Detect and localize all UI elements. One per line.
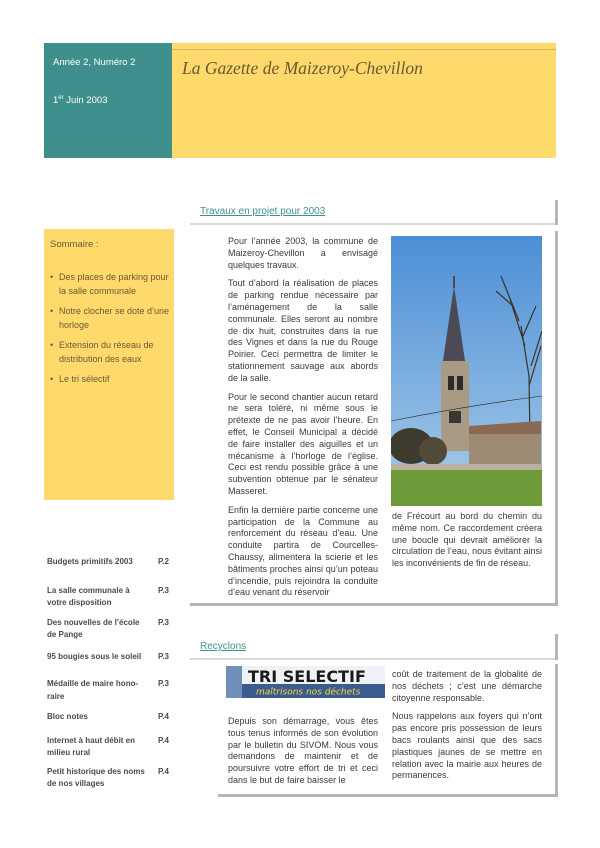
sommaire-box	[44, 229, 174, 500]
index-row[interactable]	[47, 617, 177, 642]
newsletter-title: La Gazette de Maizeroy-Chevillon	[182, 58, 423, 78]
recyclons-paragraph: Nous rappelons aux foyers qui n’ont pas encore pris possession de leurs bacs roulants ainsi que des sacs plastiques jaunes de se mettre en relation avec la mairie aux heures de permanences.	[392, 711, 542, 781]
recyclons-frame-side	[555, 664, 558, 797]
sommaire-item[interactable]	[50, 339, 172, 366]
bullet-icon: •	[50, 306, 54, 316]
index-label: Médaille de maire hono-raire	[47, 679, 139, 701]
index-page: P.4	[158, 712, 169, 721]
sommaire-item[interactable]	[50, 305, 172, 332]
sommaire-item-label: Le tri sélectif	[59, 374, 110, 384]
travaux-column-1	[228, 236, 378, 606]
index-label: Internet à haut débit en milieu rural	[47, 735, 136, 757]
sommaire-list	[50, 271, 172, 394]
bullet-icon: •	[50, 340, 54, 350]
index-row[interactable]	[47, 711, 177, 724]
index-page: P.2	[158, 557, 169, 566]
sommaire-item[interactable]	[50, 271, 172, 298]
issue-date-sup: er	[58, 95, 64, 101]
issue-date-day: 1	[53, 95, 59, 107]
recyclons-paragraph: coût de traitement de la globalité de nos déchets ; c’est une démarche citoyenne responsable.	[392, 669, 542, 703]
masthead-rule	[172, 49, 556, 50]
recyclons-column-1	[228, 716, 378, 794]
index-label: Petit historique des noms de nos villages	[47, 766, 145, 788]
travaux-heading: Travaux en projet pour 2003	[200, 206, 326, 217]
recyclons-frame-header-side	[555, 634, 558, 660]
church-illustration	[391, 236, 542, 506]
index-page: P.3	[158, 679, 169, 688]
sommaire-item-label: Notre clocher se dote d’une horloge	[59, 306, 170, 330]
index-label: La salle communale à votre disposition	[47, 585, 130, 607]
recyclons-column-2	[392, 669, 542, 789]
index-row[interactable]	[47, 556, 177, 569]
index-row[interactable]	[47, 766, 177, 791]
church-photo	[391, 236, 542, 506]
travaux-column-2	[392, 511, 542, 577]
issue-date	[53, 95, 107, 106]
index-page: P.3	[158, 585, 169, 595]
bullet-icon: •	[50, 272, 54, 282]
issue-number: Année 2, Numéro 2	[53, 57, 136, 68]
issue-date-month-year: Juin 2003	[63, 95, 108, 107]
travaux-frame-side	[555, 231, 558, 606]
index-label: Budgets primitifs 2003	[47, 557, 133, 566]
tri-selectif-banner	[226, 666, 385, 698]
index-page: P.4	[158, 735, 169, 745]
masthead-yellow-panel	[172, 43, 556, 158]
index-label: Bloc notes	[47, 712, 88, 721]
travaux-frame-top	[190, 223, 558, 225]
recyclons-frame-top	[190, 658, 558, 660]
index-row[interactable]	[47, 651, 177, 664]
index-page: P.3	[158, 651, 169, 661]
sommaire-item-label: Extension du réseau de distribution des eaux	[59, 340, 154, 364]
index-row[interactable]	[47, 678, 177, 703]
recyclons-paragraph: Depuis son démarrage, vous êtes tous tenus informés de son évolution par le bulletin du SIVOM. Nous vous demandons de maintenir et de poursuivre votre effort de tri et ceci dans le but de faire baisser le	[228, 716, 378, 785]
bullet-icon: •	[50, 374, 54, 384]
recyclons-heading: Recyclons	[200, 641, 247, 652]
tri-banner-subtitle: maîtrisons nos déchets	[256, 687, 361, 698]
travaux-paragraph: Tout d’abord la réalisation de places de parking rendue nécessaire par l’aménagement de la salle communale. Elles seront au nombre de dix huit, construites dans la rue des Vignes et dans la rue du Rouge Poirier. Ceci permettra de limiter le stationnement sauvage aux abords de la salle.	[228, 278, 378, 383]
travaux-paragraph: de Frécourt au bord du chemin du même nom. Ce raccordement créera une boucle qui devrait améliorer la circulation de l’eau, nous évitant ainsi les inconvénients de fin de réseau.	[392, 511, 542, 569]
sommaire-item-label: Des places de parking pour la salle communale	[59, 272, 169, 296]
index-row[interactable]	[47, 735, 177, 760]
index-label: 95 bougies sous le soleil	[47, 651, 142, 661]
travaux-paragraph: Pour le second chantier aucun retard ne sera toléré, ni même sous le prétexte de ne pas avoir l’heure. En effet, le Conseil Municipal a décidé de faire installer des aiguilles et un mécanisme à l’horloge de l’église. Ceci est rendu possible grâce à une subvention obtenue par le sénateur Masseret.	[228, 391, 378, 496]
sommaire-heading: Sommaire :	[50, 239, 99, 250]
tri-banner-title: TRI SELECTIF	[248, 667, 366, 686]
recyclons-frame-bottom	[218, 794, 558, 797]
index-label: Des nouvelles de l’école de Pange	[47, 617, 140, 639]
travaux-frame-header-side	[555, 200, 558, 225]
index-page: P.4	[158, 766, 169, 776]
masthead-teal-panel	[44, 43, 172, 158]
travaux-paragraph: Pour l’année 2003, la commune de Maizeroy-Chevillon a envisagé quelques travaux.	[228, 236, 378, 270]
sommaire-item[interactable]	[50, 373, 172, 387]
travaux-paragraph: Enfin la dernière partie concerne une participation de la Commune au renforcement du réseau d’eau. Une conduite partira de Courcelles-Chaussy, alimentera la scierie et les bâtiments proches ainsi qu’un poteau d’incendie, puis rejoindra la conduite d’eau venant du réservoir	[228, 504, 378, 598]
page-index	[47, 556, 177, 791]
index-page: P.3	[158, 617, 169, 627]
tri-selectif-banner-graphic	[226, 666, 385, 698]
index-row[interactable]	[47, 585, 177, 610]
